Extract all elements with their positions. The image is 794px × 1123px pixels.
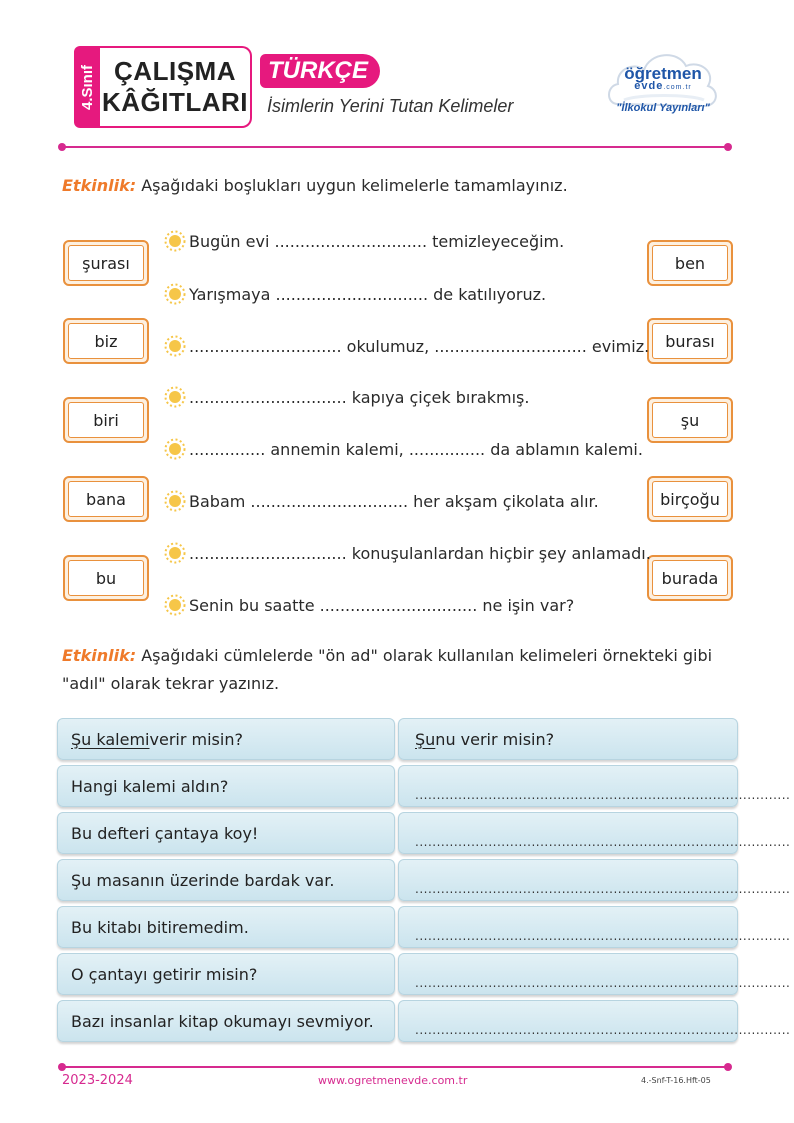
- word-box: burası: [647, 318, 733, 364]
- word-box: biri: [63, 397, 149, 443]
- fill-sentence: Yarışmaya .............................. de katılıyoruz.: [164, 283, 546, 305]
- footer-year: 2023-2024: [62, 1073, 133, 1088]
- sentence-cell: Bu defteri çantaya koy!: [57, 812, 395, 854]
- logo-brand2: evde.com.tr: [634, 80, 692, 92]
- answer-cell[interactable]: .......................................................................................: [398, 765, 738, 807]
- sun-bullet-icon: [164, 490, 186, 512]
- fill-sentence: Babam ............................... her akşam çikolata alır.: [164, 490, 599, 512]
- answer-cell[interactable]: .......................................................................................: [398, 953, 738, 995]
- sentence-cell: Hangi kalemi aldın?: [57, 765, 395, 807]
- sun-bullet-icon: [164, 230, 186, 252]
- answer-cell[interactable]: .......................................................................................: [398, 812, 738, 854]
- subject-tag: [260, 54, 380, 88]
- sentence-cell: O çantayı getirir misin?: [57, 953, 395, 995]
- logo-brand: öğretmen: [624, 64, 702, 83]
- sun-bullet-icon: [164, 594, 186, 616]
- fill-sentence: ............................... konuşulanlardan hiçbir şey anlamadı.: [164, 542, 651, 564]
- footer-divider: [62, 1066, 728, 1068]
- example-answer-cell: Şu nu verir misin?: [398, 718, 738, 760]
- example-sentence-cell: Şu kalemi verir misin?: [57, 718, 395, 760]
- word-box: ben: [647, 240, 733, 286]
- word-box: burada: [647, 555, 733, 601]
- sun-bullet-icon: [164, 386, 186, 408]
- word-box: şurası: [63, 240, 149, 286]
- word-box: birçoğu: [647, 476, 733, 522]
- answer-cell[interactable]: .......................................................................................: [398, 859, 738, 901]
- fill-sentence: ............................... kapıya çiçek bırakmış.: [164, 386, 529, 408]
- header-divider: [62, 146, 728, 148]
- grade-tab: [74, 46, 100, 128]
- fill-sentence: .............................. okulumuz, .............................. evimiz.: [164, 335, 649, 357]
- worksheet-title: [100, 46, 252, 128]
- sentence-cell: Şu masanın üzerinde bardak var.: [57, 859, 395, 901]
- fill-sentence: Senin bu saatte ............................... ne işin var?: [164, 594, 574, 616]
- title-line1: ÇALIŞMA: [114, 56, 236, 86]
- fill-sentence: ............... annemin kalemi, ............... da ablamın kalemi.: [164, 438, 643, 460]
- title-line2: KÂĞITLARI: [101, 87, 249, 117]
- word-box: bu: [63, 555, 149, 601]
- brand-logo: [604, 42, 722, 126]
- sun-bullet-icon: [164, 438, 186, 460]
- sentence-cell: Bu kitabı bitiremedim.: [57, 906, 395, 948]
- activity2-label: Etkinlik:: [62, 646, 137, 665]
- grade-label: 4.Sınıf: [78, 64, 96, 110]
- logo-tagline: "İlkokul Yayınları": [616, 102, 710, 114]
- activity1-instruction: Etkinlik: Aşağıdaki boşlukları uygun kelimelerle tamamlayınız.: [62, 176, 568, 195]
- word-box: şu: [647, 397, 733, 443]
- sentence-cell: Bazı insanlar kitap okumayı sevmiyor.: [57, 1000, 395, 1042]
- footer-code: 4.-Snf-T-16.Hft-05: [641, 1076, 711, 1085]
- activity1-label: Etkinlik:: [62, 176, 137, 195]
- subject-label: TÜRKÇE: [268, 57, 368, 84]
- fill-sentence: Bugün evi .............................. temizleyeceğim.: [164, 230, 564, 252]
- footer-url[interactable]: www.ogretmenevde.com.tr: [318, 1074, 468, 1087]
- word-box: biz: [63, 318, 149, 364]
- answer-cell[interactable]: .......................................................................................: [398, 906, 738, 948]
- sun-bullet-icon: [164, 335, 186, 357]
- word-box: bana: [63, 476, 149, 522]
- answer-cell[interactable]: .......................................................................................: [398, 1000, 738, 1042]
- sun-bullet-icon: [164, 283, 186, 305]
- topic-title: İsimlerin Yerini Tutan Kelimeler: [267, 96, 514, 116]
- sun-bullet-icon: [164, 542, 186, 564]
- activity2-instruction: Etkinlik: Aşağıdaki cümlelerde "ön ad" olarak kullanılan kelimeleri örnekteki gibi "adıl" olarak tekrar yazınız.: [62, 646, 713, 693]
